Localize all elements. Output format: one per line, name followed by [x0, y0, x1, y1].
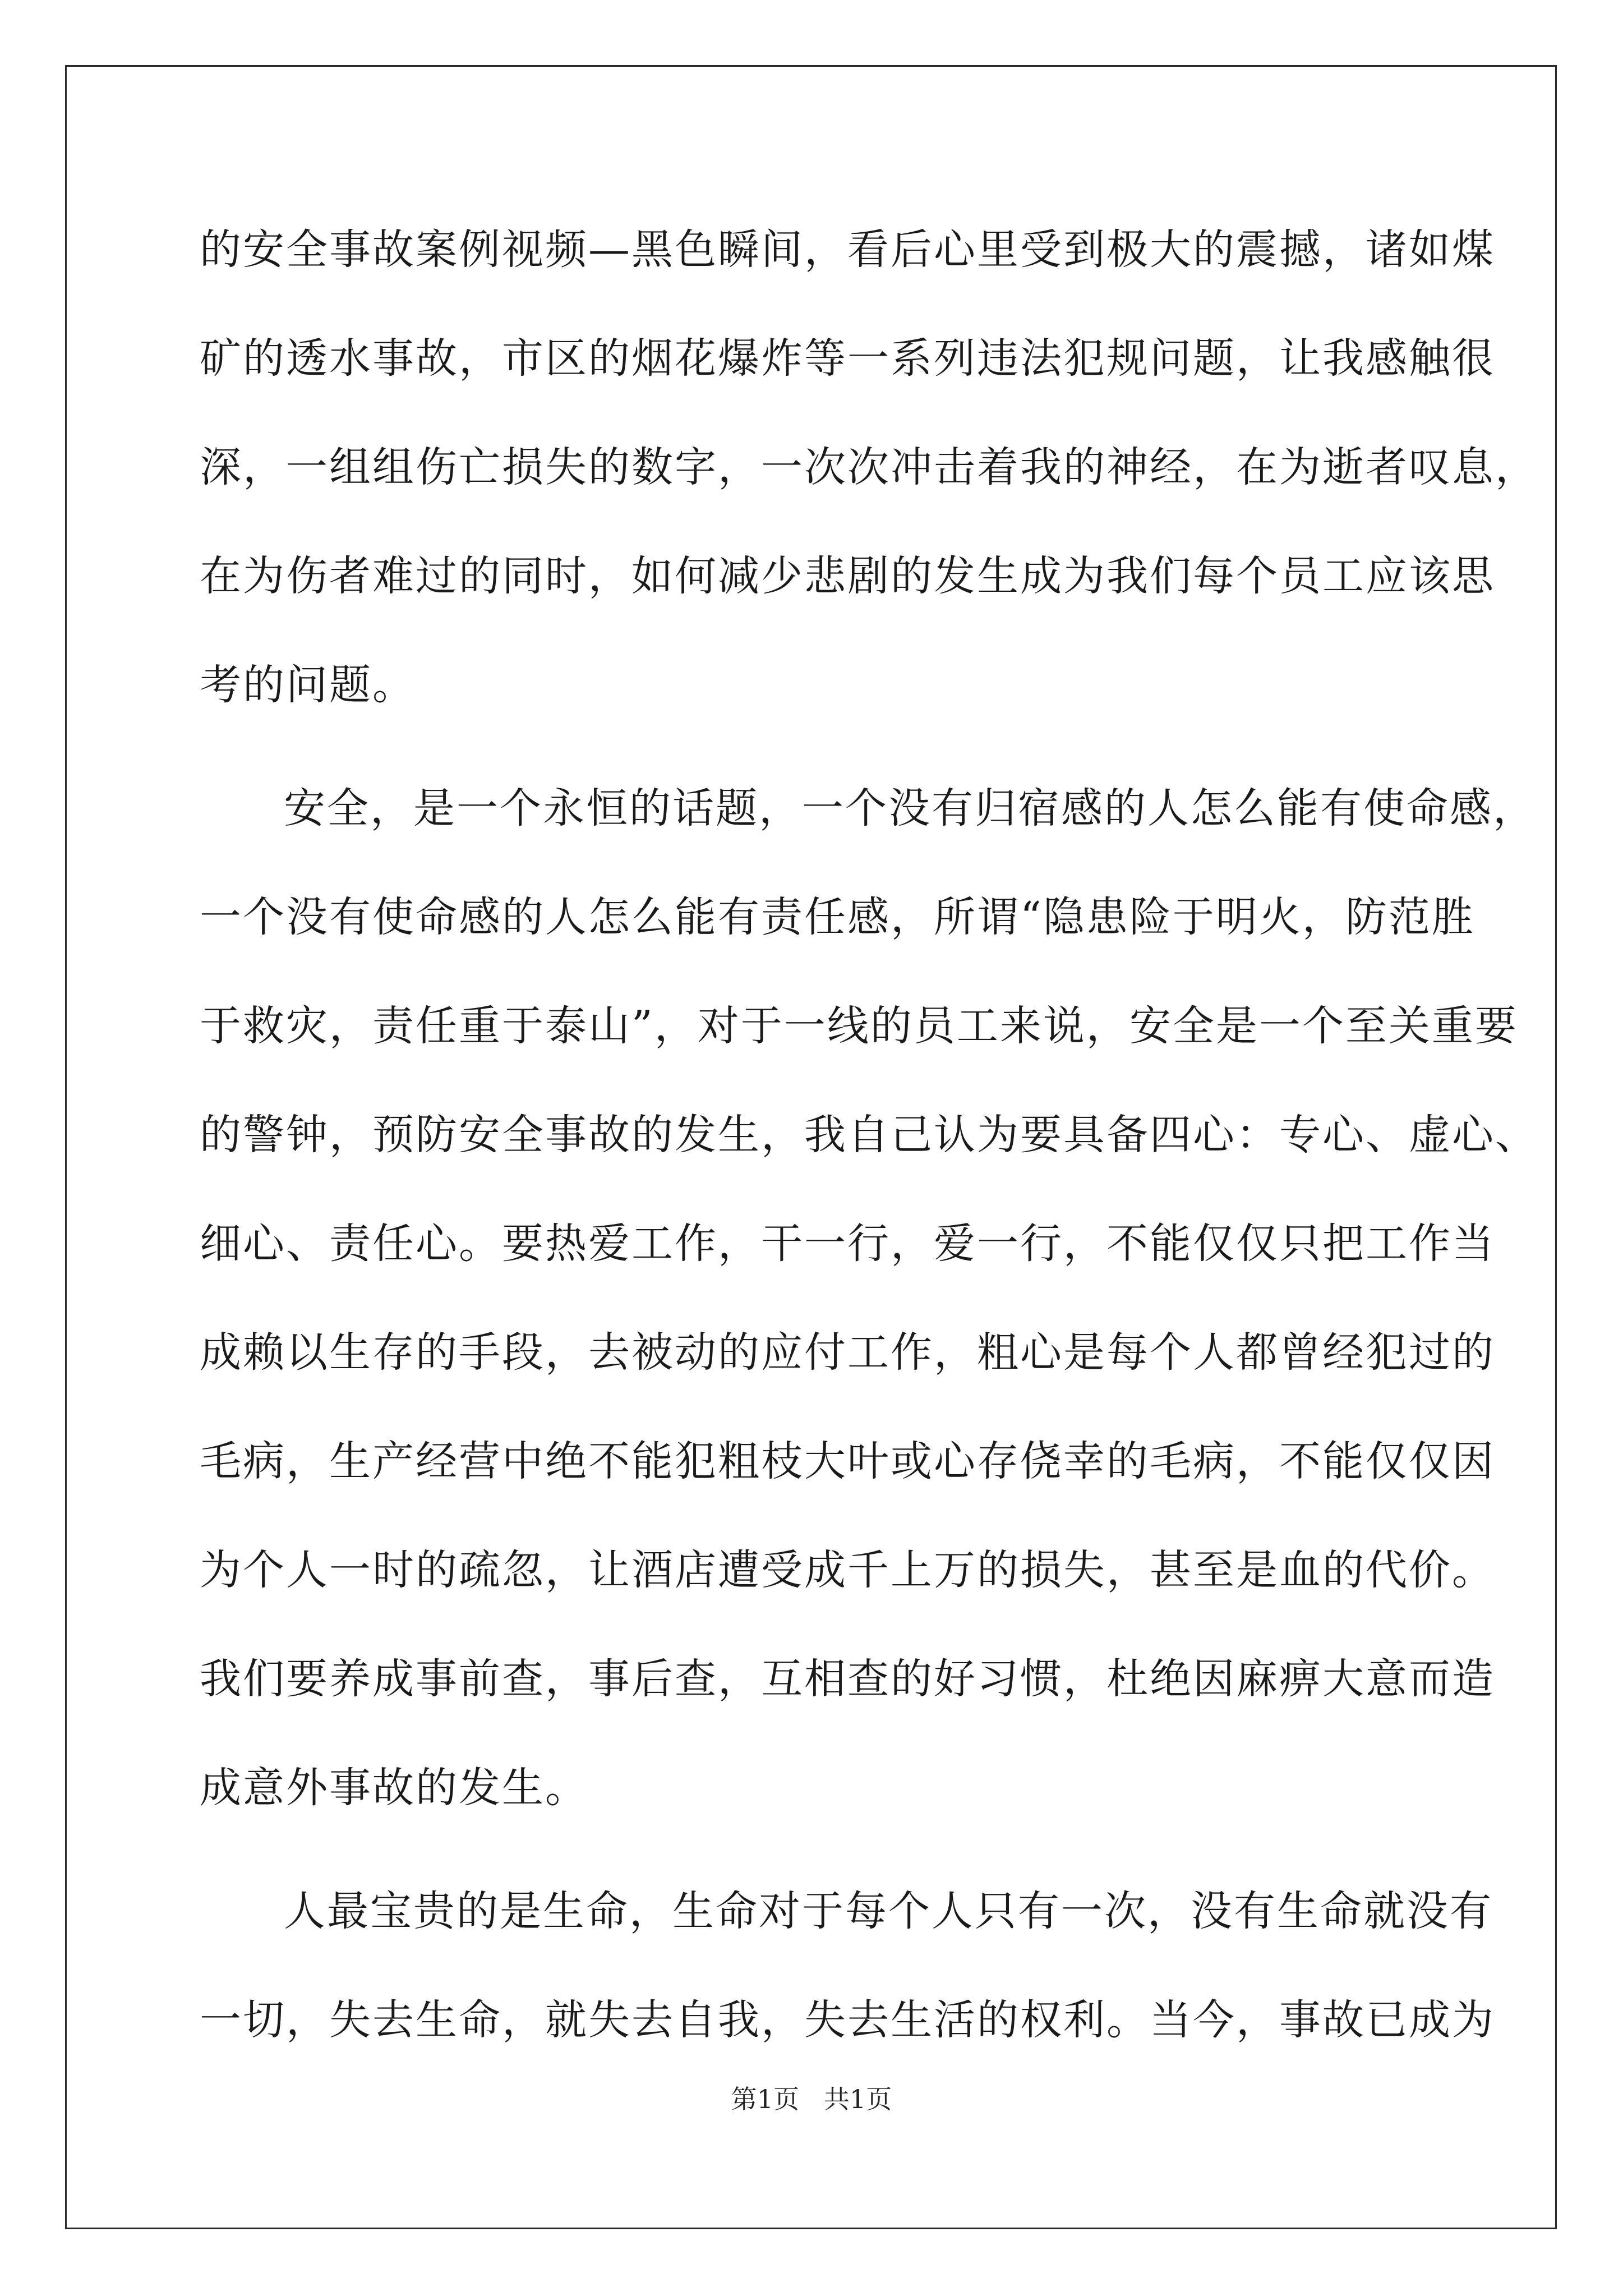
- text-line: 一切，失去生命，就失去自我，失去生活的权利。当今，事故已成为: [200, 1996, 1495, 2044]
- text-line: 我们要养成事前查，事后查，互相查的好习惯，杜绝因麻痹大意而造: [200, 1655, 1495, 1703]
- text-line: 的警钟，预防安全事故的发生，我自己认为要具备四心：专心、虚心、: [200, 1111, 1538, 1159]
- text-line: 人最宝贵的是生命，生命对于每个人只有一次，没有生命就没有: [284, 1887, 1493, 1935]
- text-line: 在为伤者难过的同时，如何减少悲剧的发生成为我们每个员工应该思: [200, 552, 1495, 600]
- text-line: 的安全事故案例视频—黑色瞬间，看后心里受到极大的震撼，诸如煤: [200, 226, 1495, 274]
- text-line: 考的问题。: [200, 661, 416, 709]
- text-line: 矿的透水事故，市区的烟花爆炸等一系列违法犯规问题，让我感触很: [200, 334, 1495, 383]
- text-line: 一个没有使命感的人怎么能有责任感，所谓“隐患险于明火，防范胜: [200, 893, 1475, 941]
- text-line: 成意外事故的发生。: [200, 1764, 588, 1812]
- text-line: 深，一组组伤亡损失的数字，一次次冲击着我的神经，在为逝者叹息，: [200, 443, 1538, 491]
- text-line: 于救灾，责任重于泰山”，对于一线的员工来说，安全是一个至关重要: [200, 1002, 1518, 1050]
- text-line: 毛病，生产经营中绝不能犯粗枝大叶或心存侥幸的毛病，不能仅仅因: [200, 1437, 1495, 1485]
- text-line: 成赖以生存的手段，去被动的应付工作，粗心是每个人都曾经犯过的: [200, 1328, 1495, 1377]
- document-body: [200, 208, 1538, 2087]
- text-line: 细心、责任心。要热爱工作，干一行，爱一行，不能仅仅只把工作当: [200, 1220, 1495, 1268]
- page-number-footer: 第1页 共1页: [731, 2084, 892, 2114]
- text-line: 为个人一时的疏忽，让酒店遭受成千上万的损失，甚至是血的代价。: [200, 1546, 1495, 1594]
- text-line: 安全，是一个永恒的话题，一个没有归宿感的人怎么能有使命感，: [284, 784, 1536, 832]
